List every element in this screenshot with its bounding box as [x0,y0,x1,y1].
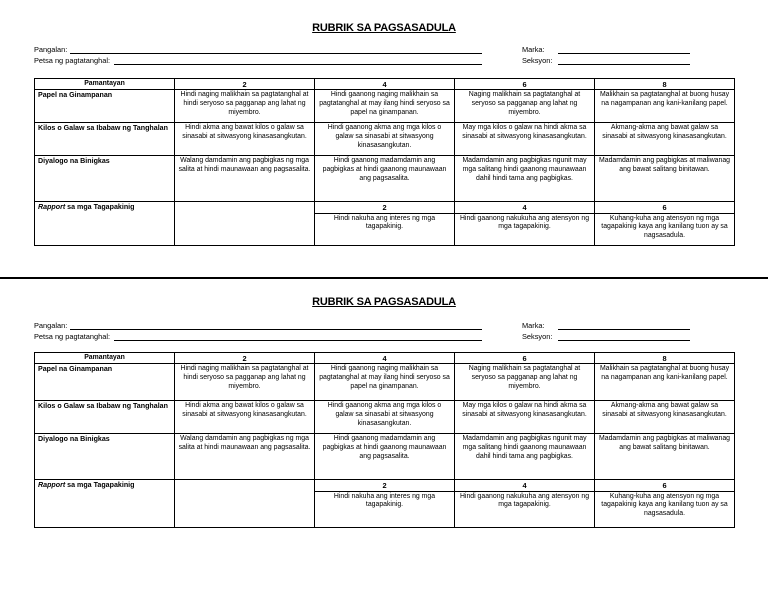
criterion-italic: Rapport [38,481,66,490]
date-label: Petsa ng pagtatanghal: [34,56,111,65]
section-line[interactable] [558,64,690,65]
table-header-row [35,353,735,364]
header-criteria: Pamantayan [35,353,175,364]
description-cell: Hindi naging malikhain sa pagtatanghal at hindi seryoso sa pagganap ang lahat ng miyembro. [175,90,315,123]
description-cell: Kuhang-kuha ang atensyon ng mga tagapakinig kaya ang kanilang tuon ay sa nagsasadula. [595,491,735,527]
header-criteria: Pamantayan [35,79,175,90]
subheader-score-4: 4 [455,202,595,213]
description-cell: Walang damdamin ang pagbigkas ng mga salita at hindi maunawaan ang pagsasalita. [175,434,315,480]
description-cell: Naging malikhain sa pagtatanghal at seryoso sa pagganap ang lahat ng miyembro. [455,90,595,123]
name-line[interactable] [70,53,482,54]
empty-cell [175,202,315,245]
table-row [35,434,735,480]
table-row [35,90,735,123]
score-line[interactable] [558,329,690,330]
criterion-cell: Kilos o Galaw sa Ibabaw ng Tanghalan [35,401,175,434]
description-cell: Hindi gaanong akma ang mga kilos o galaw sa sinasabi at sitwasyong kinasasangkutan. [315,401,455,434]
description-cell: Hindi nakuha ang interes ng mga tagapakinig. [315,491,455,527]
table-subheader-row [35,202,735,213]
description-cell: Hindi gaanong naging malikhain sa pagtatanghal at may ilang hindi seryoso sa papel na ginampanan. [315,364,455,401]
description-cell: Walang damdamin ang pagbigkas ng mga salita at hindi maunawaan ang pagsasalita. [175,156,315,202]
name-line[interactable] [70,329,482,330]
criterion-cell: Diyalogo na Binigkas [35,434,175,480]
table-header-row [35,79,735,90]
cut-line-divider [0,277,768,279]
criterion-cell: Papel na Ginampanan [35,364,175,401]
table-row [35,156,735,202]
subheader-score-4: 4 [455,480,595,491]
subheader-score-6: 6 [595,480,735,491]
date-line[interactable] [114,340,482,341]
description-cell: Akmang-akma ang bawat galaw sa sinasabi at sitwasyong kinasasangkutan. [595,123,735,156]
subheader-score-6: 6 [595,202,735,213]
description-cell: Hindi gaanong nakukuha ang atensyon ng mga tagapakinig. [455,213,595,245]
table-row [35,364,735,401]
description-cell: Hindi gaanong nakukuha ang atensyon ng mga tagapakinig. [455,491,595,527]
header-score-2: 2 [175,79,315,90]
description-cell: Hindi gaanong naging malikhain sa pagtatanghal at may ilang hindi seryoso sa papel na ginampanan. [315,90,455,123]
criterion-cell-rapport [35,202,175,245]
description-cell: Hindi nakuha ang interes ng mga tagapakinig. [315,213,455,245]
header-score-6: 6 [455,79,595,90]
score-line[interactable] [558,53,690,54]
date-label: Petsa ng pagtatanghal: [34,332,111,341]
description-cell: Malikhain sa pagtatanghal at buong husay na nagampanan ang kani-kanilang papel. [595,90,735,123]
table-row [35,123,735,156]
criterion-cell-rapport [35,480,175,527]
description-cell: Hindi naging malikhain sa pagtatanghal at hindi seryoso sa pagganap ang lahat ng miyembro. [175,364,315,401]
table-subheader-row [35,480,735,491]
criterion-cell: Diyalogo na Binigkas [35,156,175,202]
section-label: Seksyon: [522,56,553,65]
table-row [35,401,735,434]
subheader-score-2: 2 [315,202,455,213]
criterion-cell: Papel na Ginampanan [35,90,175,123]
header-score-2: 2 [175,353,315,364]
criterion-italic: Rapport [38,203,66,212]
description-cell: Madamdamin ang pagbigkas ngunit may mga salitang hindi gaanong maunawaan dahil hindi tama ang pagbigkas. [455,434,595,480]
header-score-6: 6 [455,353,595,364]
header-score-4: 4 [315,353,455,364]
criterion-rest: sa mga Tagapakinig [65,481,135,490]
description-cell: Hindi akma ang bawat kilos o galaw sa sinasabi at sitwasyong kinasasangkutan. [175,401,315,434]
subheader-score-2: 2 [315,480,455,491]
criterion-cell: Kilos o Galaw sa Ibabaw ng Tanghalan [35,123,175,156]
section-label: Seksyon: [522,332,553,341]
score-label: Marka: [522,45,545,54]
empty-cell [175,480,315,527]
description-cell: Hindi gaanong akma ang mga kilos o galaw sa sinasabi at sitwasyong kinasasangkutan. [315,123,455,156]
description-cell: Madamdamin ang pagbigkas at maliwanag ang bawat salitang binitawan. [595,434,735,480]
score-label: Marka: [522,321,545,330]
description-cell: Kuhang-kuha ang atensyon ng mga tagapakinig kaya ang kanilang tuon ay sa nagsasadula. [595,213,735,245]
page-title: RUBRIK SA PAGSASADULA [312,296,456,308]
description-cell: Hindi akma ang bawat kilos o galaw sa sinasabi at sitwasyong kinasasangkutan. [175,123,315,156]
rubric-table [34,78,735,246]
page-title: RUBRIK SA PAGSASADULA [312,22,456,34]
description-cell: Madamdamin ang pagbigkas at maliwanag ang bawat salitang binitawan. [595,156,735,202]
description-cell: May mga kilos o galaw na hindi akma sa sinasabi at sitwasyong kinasasangkutan. [455,123,595,156]
header-score-8: 8 [595,79,735,90]
name-label: Pangalan: [34,45,68,54]
description-cell: May mga kilos o galaw na hindi akma sa sinasabi at sitwasyong kinasasangkutan. [455,401,595,434]
description-cell: Hindi gaanong madamdamin ang pagbigkas at hindi gaanong maunawaan ang pagsasalita. [315,156,455,202]
header-score-8: 8 [595,353,735,364]
rubric-table [34,352,735,528]
description-cell: Malikhain sa pagtatanghal at buong husay na nagampanan ang kani-kanilang papel. [595,364,735,401]
description-cell: Naging malikhain sa pagtatanghal at seryoso sa pagganap ang lahat ng miyembro. [455,364,595,401]
description-cell: Akmang-akma ang bawat galaw sa sinasabi at sitwasyong kinasasangkutan. [595,401,735,434]
section-line[interactable] [558,340,690,341]
description-cell: Madamdamin ang pagbigkas ngunit may mga salitang hindi gaanong maunawaan dahil hindi tama ang pagbigkas. [455,156,595,202]
date-line[interactable] [114,64,482,65]
description-cell: Hindi gaanong madamdamin ang pagbigkas at hindi gaanong maunawaan ang pagsasalita. [315,434,455,480]
header-score-4: 4 [315,79,455,90]
name-label: Pangalan: [34,321,68,330]
criterion-rest: sa mga Tagapakinig [65,203,135,212]
